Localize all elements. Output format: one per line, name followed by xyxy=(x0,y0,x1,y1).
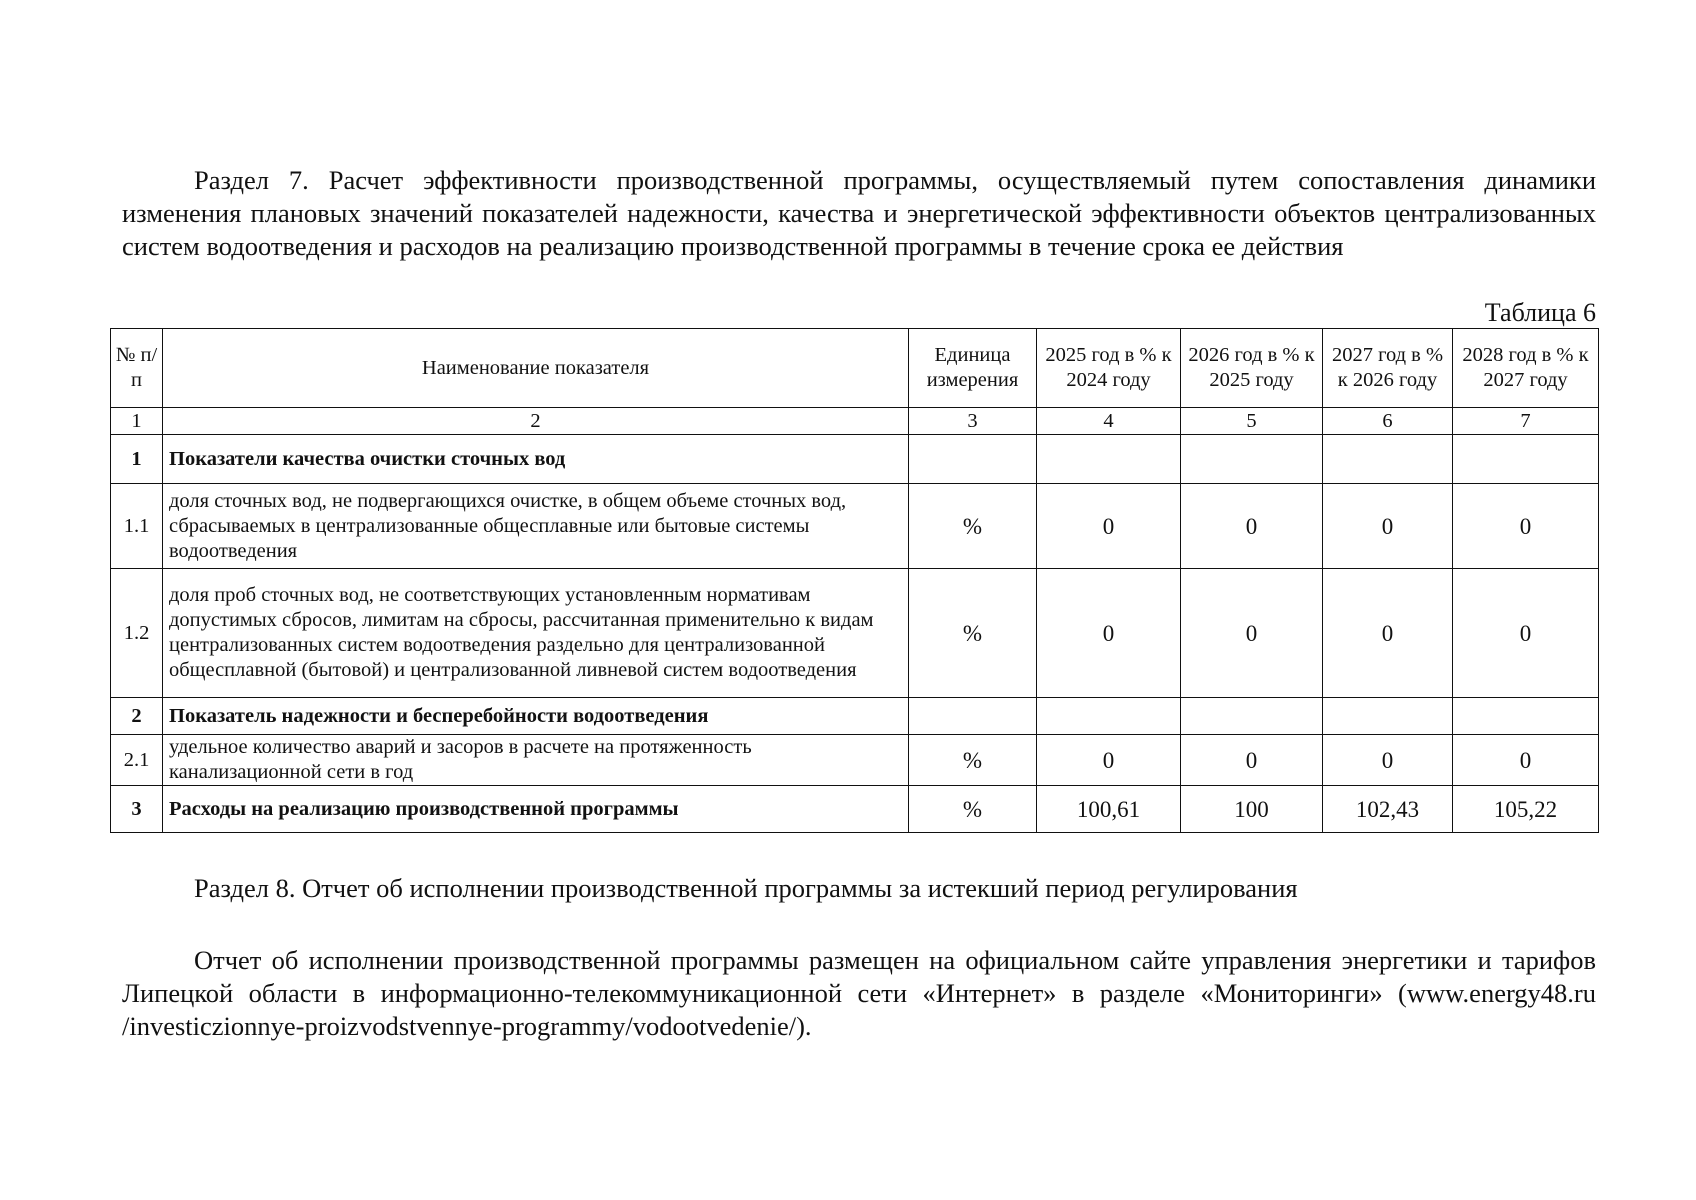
section8-heading: Раздел 8. Отчет об исполнении производственной программы за истекший период регулирования xyxy=(194,873,1298,903)
value-2025 xyxy=(1037,698,1181,735)
indicator-name: доля сточных вод, не подвергающихся очистке, в общем объеме сточных вод, сбрасываемых в централизованные общесплавные или бытовые системы водоотведения xyxy=(163,484,909,569)
value-2027: 0 xyxy=(1323,569,1453,698)
indicator-name: удельное количество аварий и засоров в расчете на протяженность канализационной сети в год xyxy=(163,735,909,786)
value-2025: 100,61 xyxy=(1037,786,1181,833)
unit-cell: % xyxy=(909,569,1037,698)
column-numbering-row xyxy=(111,408,1599,435)
value-2026 xyxy=(1181,698,1323,735)
column-number: 4 xyxy=(1037,408,1181,435)
table-row xyxy=(111,569,1599,698)
header-name: Наименование показателя xyxy=(163,329,909,408)
column-number: 6 xyxy=(1323,408,1453,435)
table-header-row xyxy=(111,329,1599,408)
value-2028: 105,22 xyxy=(1453,786,1599,833)
row-number: 3 xyxy=(111,786,163,833)
value-2025: 0 xyxy=(1037,484,1181,569)
value-2025: 0 xyxy=(1037,569,1181,698)
table-row xyxy=(111,698,1599,735)
column-number: 5 xyxy=(1181,408,1323,435)
table-row xyxy=(111,484,1599,569)
value-2026 xyxy=(1181,435,1323,484)
row-number: 1.1 xyxy=(111,484,163,569)
indicator-name: доля проб сточных вод, не соответствующих установленным нормативам допустимых сбросов, лимитам на сбросы, рассчитанная применительно к видам централизованных систем водоотведения раздельно для централизованной общесплавной (бытовой) и централизованной ливневой систем водоотведения xyxy=(163,569,909,698)
unit-cell xyxy=(909,435,1037,484)
value-2027: 102,43 xyxy=(1323,786,1453,833)
row-number: 1 xyxy=(111,435,163,484)
unit-cell: % xyxy=(909,484,1037,569)
indicator-name: Расходы на реализацию производственной программы xyxy=(163,786,909,833)
table-row xyxy=(111,786,1599,833)
unit-cell: % xyxy=(909,786,1037,833)
header-2025: 2025 год в % к 2024 году xyxy=(1037,329,1181,408)
column-number: 2 xyxy=(163,408,909,435)
header-2027: 2027 год в % к 2026 году xyxy=(1323,329,1453,408)
value-2026: 0 xyxy=(1181,569,1323,698)
value-2028 xyxy=(1453,698,1599,735)
value-2027: 0 xyxy=(1323,735,1453,786)
table-row xyxy=(111,735,1599,786)
unit-cell: % xyxy=(909,735,1037,786)
value-2028: 0 xyxy=(1453,569,1599,698)
section7-heading: Раздел 7. Расчет эффективности производственной программы, осуществляемый путем сопоставления динамики изменения плановых значений показателей надежности, качества и энергетической эффективности объектов централизованных систем водоотведения и расходов на реализацию производственной программы в течение срока ее действия xyxy=(122,165,1596,261)
value-2026: 100 xyxy=(1181,786,1323,833)
value-2026: 0 xyxy=(1181,735,1323,786)
indicators-table xyxy=(110,328,1599,833)
value-2028 xyxy=(1453,435,1599,484)
value-2028: 0 xyxy=(1453,484,1599,569)
unit-cell xyxy=(909,698,1037,735)
indicator-name: Показатель надежности и бесперебойности водоотведения xyxy=(163,698,909,735)
header-num: № п/п xyxy=(111,329,163,408)
value-2028: 0 xyxy=(1453,735,1599,786)
value-2027 xyxy=(1323,698,1453,735)
header-unit: Единица измерения xyxy=(909,329,1037,408)
column-number: 3 xyxy=(909,408,1037,435)
value-2027: 0 xyxy=(1323,484,1453,569)
table-caption: Таблица 6 xyxy=(1484,298,1596,327)
value-2025 xyxy=(1037,435,1181,484)
value-2027 xyxy=(1323,435,1453,484)
row-number: 2.1 xyxy=(111,735,163,786)
section8-paragraph: Отчет об исполнении производственной программы размещен на официальном сайте управления энергетики и тарифов Липецкой области в информационно-телекоммуникационной сети «Интернет» в разделе «Мониторинги» (www.energy48.ru /investiczionnye-proizvodstvennye-programmy/vodootvedenie/). xyxy=(122,945,1596,1041)
value-2025: 0 xyxy=(1037,735,1181,786)
row-number: 2 xyxy=(111,698,163,735)
indicator-name: Показатели качества очистки сточных вод xyxy=(163,435,909,484)
table-row xyxy=(111,435,1599,484)
value-2026: 0 xyxy=(1181,484,1323,569)
column-number: 1 xyxy=(111,408,163,435)
header-2028: 2028 год в % к 2027 году xyxy=(1453,329,1599,408)
row-number: 1.2 xyxy=(111,569,163,698)
column-number: 7 xyxy=(1453,408,1599,435)
header-2026: 2026 год в % к 2025 году xyxy=(1181,329,1323,408)
